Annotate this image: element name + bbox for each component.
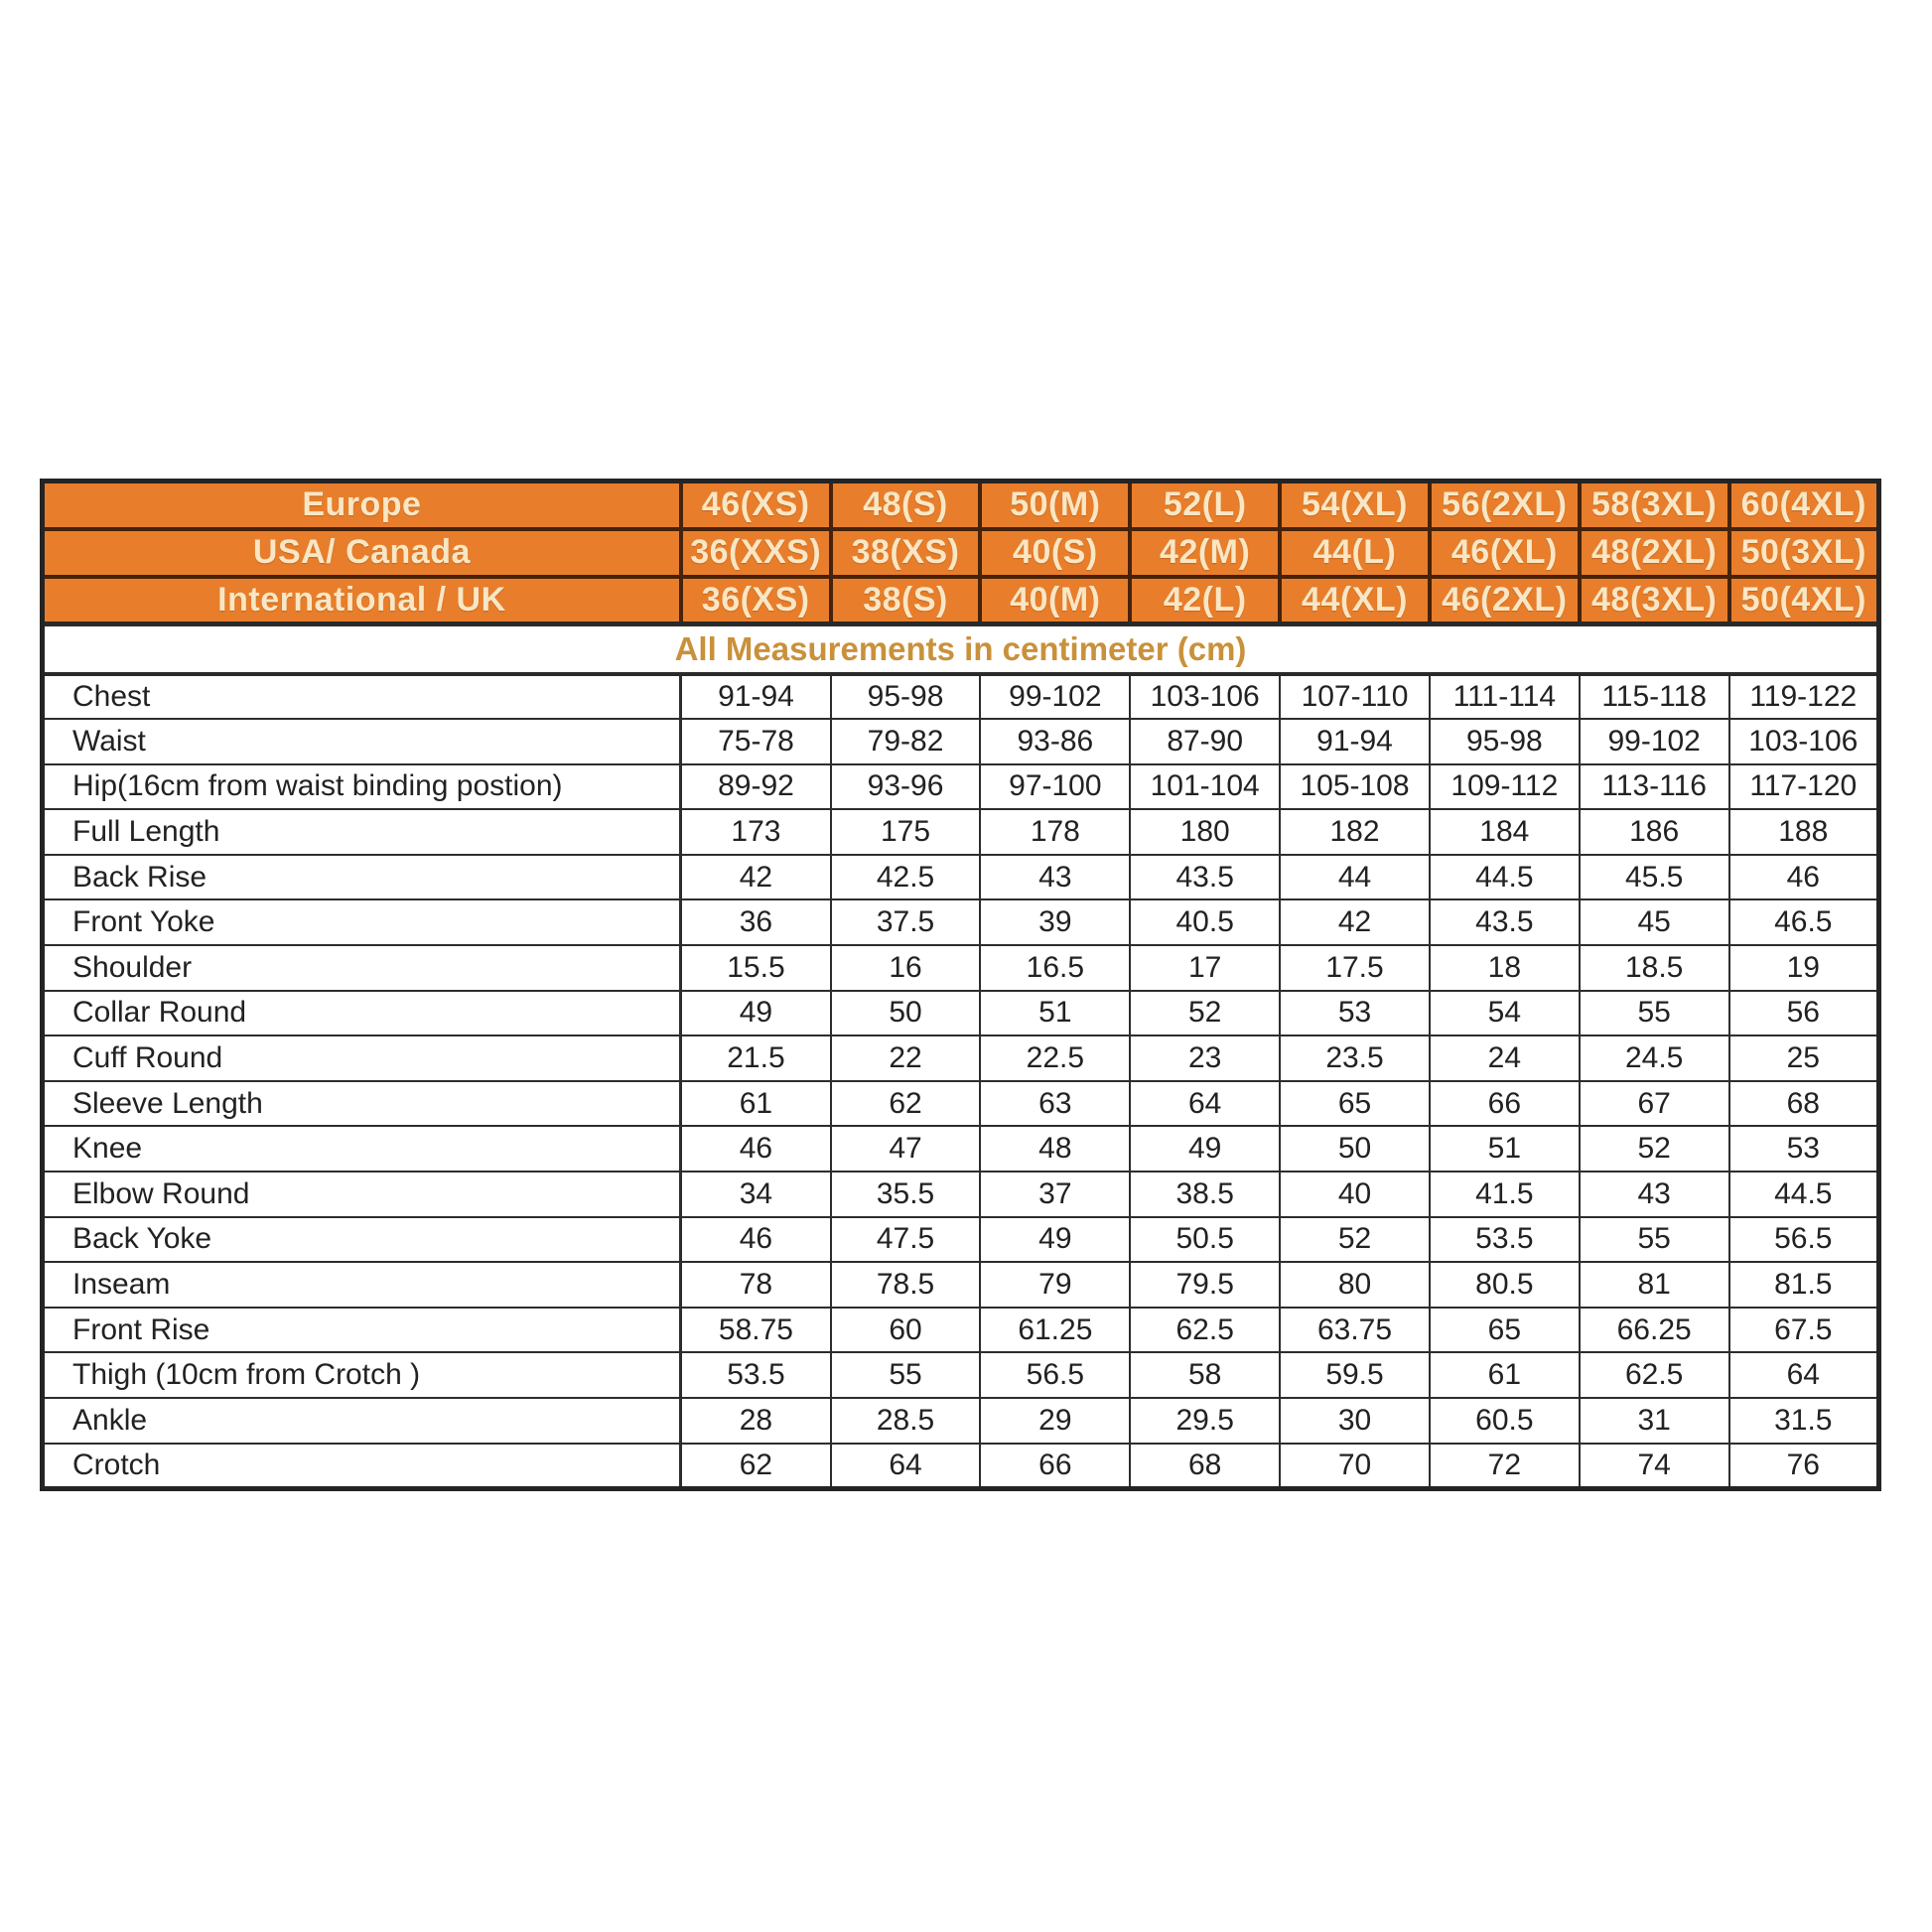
size-chart-body — [43, 624, 1879, 1489]
measurement-value: 188 — [1729, 809, 1879, 855]
measurement-value: 109-112 — [1430, 764, 1580, 810]
measurement-label: Cuff Round — [43, 1035, 681, 1081]
measurement-value: 16.5 — [980, 945, 1130, 991]
measurement-value: 49 — [1130, 1126, 1280, 1172]
measurement-value: 81.5 — [1729, 1262, 1879, 1308]
measurement-value: 47.5 — [831, 1217, 981, 1263]
measurement-value: 41.5 — [1430, 1172, 1580, 1217]
measurement-value: 19 — [1729, 945, 1879, 991]
measurement-value: 105-108 — [1280, 764, 1430, 810]
measurement-value: 49 — [980, 1217, 1130, 1263]
measurement-label: Inseam — [43, 1262, 681, 1308]
table-row — [43, 1352, 1879, 1398]
measurement-value: 16 — [831, 945, 981, 991]
measurement-value: 42 — [1280, 899, 1430, 945]
measurement-value: 78.5 — [831, 1262, 981, 1308]
measurement-value: 111-114 — [1430, 674, 1580, 720]
measurement-value: 80 — [1280, 1262, 1430, 1308]
size-header-cell: 38(XS) — [831, 529, 981, 577]
measurement-value: 119-122 — [1729, 674, 1879, 720]
measurement-value: 31 — [1580, 1398, 1729, 1444]
size-header-cell: 40(S) — [980, 529, 1130, 577]
measurement-value: 39 — [980, 899, 1130, 945]
measurement-value: 91-94 — [1280, 719, 1430, 764]
measurement-value: 68 — [1130, 1444, 1280, 1489]
measurement-label: Full Length — [43, 809, 681, 855]
measurement-value: 21.5 — [681, 1035, 831, 1081]
measurement-value: 173 — [681, 809, 831, 855]
measurement-value: 15.5 — [681, 945, 831, 991]
measurement-value: 66 — [980, 1444, 1130, 1489]
measurement-value: 78 — [681, 1262, 831, 1308]
size-header-cell: 54(XL) — [1280, 482, 1430, 529]
table-row — [43, 1444, 1879, 1489]
measurement-value: 61 — [681, 1081, 831, 1127]
measurement-value: 18 — [1430, 945, 1580, 991]
size-header-cell: 46(XS) — [681, 482, 831, 529]
measurement-value: 67 — [1580, 1081, 1729, 1127]
size-system-label: Europe — [43, 482, 681, 529]
table-row — [43, 764, 1879, 810]
measurement-value: 103-106 — [1130, 674, 1280, 720]
measurement-value: 48 — [980, 1126, 1130, 1172]
table-row — [43, 945, 1879, 991]
measurement-label: Chest — [43, 674, 681, 720]
measurement-value: 175 — [831, 809, 981, 855]
measurement-value: 53.5 — [681, 1352, 831, 1398]
measurement-value: 25 — [1729, 1035, 1879, 1081]
measurement-value: 117-120 — [1729, 764, 1879, 810]
measurement-value: 62 — [831, 1081, 981, 1127]
size-header-cell: 50(4XL) — [1729, 577, 1879, 624]
measurement-value: 74 — [1580, 1444, 1729, 1489]
measurement-value: 40.5 — [1130, 899, 1280, 945]
measurement-value: 23.5 — [1280, 1035, 1430, 1081]
table-row — [43, 674, 1879, 720]
table-row — [43, 1262, 1879, 1308]
measurement-value: 17 — [1130, 945, 1280, 991]
measurement-value: 45 — [1580, 899, 1729, 945]
measurement-value: 182 — [1280, 809, 1430, 855]
measurement-value: 53 — [1280, 991, 1430, 1036]
measurement-value: 93-86 — [980, 719, 1130, 764]
size-system-header-row — [43, 482, 1879, 529]
measurement-value: 50 — [831, 991, 981, 1036]
measurement-label: Crotch — [43, 1444, 681, 1489]
size-header-cell: 48(S) — [831, 482, 981, 529]
measurement-value: 43.5 — [1130, 855, 1280, 900]
measurement-value: 49 — [681, 991, 831, 1036]
table-row — [43, 1217, 1879, 1263]
measurement-value: 29.5 — [1130, 1398, 1280, 1444]
measurement-value: 46 — [681, 1217, 831, 1263]
measurement-label: Ankle — [43, 1398, 681, 1444]
measurement-value: 72 — [1430, 1444, 1580, 1489]
size-chart-table — [40, 479, 1881, 1491]
measurement-value: 99-102 — [1580, 719, 1729, 764]
measurement-value: 75-78 — [681, 719, 831, 764]
measurement-value: 28 — [681, 1398, 831, 1444]
measurement-value: 23 — [1130, 1035, 1280, 1081]
measurement-value: 28.5 — [831, 1398, 981, 1444]
measurement-value: 42 — [681, 855, 831, 900]
size-header-cell: 58(3XL) — [1580, 482, 1729, 529]
table-row — [43, 809, 1879, 855]
measurement-value: 24.5 — [1580, 1035, 1729, 1081]
measurement-value: 29 — [980, 1398, 1130, 1444]
measurement-value: 64 — [1729, 1352, 1879, 1398]
measurement-value: 17.5 — [1280, 945, 1430, 991]
size-header-cell: 48(3XL) — [1580, 577, 1729, 624]
measurement-value: 99-102 — [980, 674, 1130, 720]
size-system-header-row — [43, 529, 1879, 577]
measurement-value: 56 — [1729, 991, 1879, 1036]
measurement-value: 36 — [681, 899, 831, 945]
measurement-value: 45.5 — [1580, 855, 1729, 900]
measurement-value: 35.5 — [831, 1172, 981, 1217]
measurement-value: 42.5 — [831, 855, 981, 900]
measurement-value: 37 — [980, 1172, 1130, 1217]
measurement-value: 68 — [1729, 1081, 1879, 1127]
measurement-value: 91-94 — [681, 674, 831, 720]
measurement-value: 64 — [831, 1444, 981, 1489]
size-header-cell: 44(XL) — [1280, 577, 1430, 624]
size-header-cell: 50(3XL) — [1729, 529, 1879, 577]
measurement-value: 38.5 — [1130, 1172, 1280, 1217]
measurement-value: 60.5 — [1430, 1398, 1580, 1444]
measurement-value: 186 — [1580, 809, 1729, 855]
measurement-value: 101-104 — [1130, 764, 1280, 810]
size-header-cell: 60(4XL) — [1729, 482, 1879, 529]
measurement-value: 63 — [980, 1081, 1130, 1127]
measurement-value: 34 — [681, 1172, 831, 1217]
measurement-value: 47 — [831, 1126, 981, 1172]
measurement-label: Waist — [43, 719, 681, 764]
measurement-value: 44 — [1280, 855, 1430, 900]
measurement-value: 70 — [1280, 1444, 1430, 1489]
measurement-label: Front Rise — [43, 1308, 681, 1353]
measurement-value: 64 — [1130, 1081, 1280, 1127]
measurements-unit-note: All Measurements in centimeter (cm) — [43, 624, 1879, 674]
size-header-cell: 56(2XL) — [1430, 482, 1580, 529]
table-row — [43, 855, 1879, 900]
size-header-cell: 40(M) — [980, 577, 1130, 624]
size-system-label: USA/ Canada — [43, 529, 681, 577]
measurement-value: 55 — [1580, 1217, 1729, 1263]
measurement-value: 66.25 — [1580, 1308, 1729, 1353]
measurement-value: 53.5 — [1430, 1217, 1580, 1263]
measurements-note-row — [43, 624, 1879, 674]
measurement-value: 59.5 — [1280, 1352, 1430, 1398]
table-row — [43, 1126, 1879, 1172]
table-row — [43, 1081, 1879, 1127]
measurement-value: 37.5 — [831, 899, 981, 945]
measurement-value: 46.5 — [1729, 899, 1879, 945]
measurement-value: 51 — [980, 991, 1130, 1036]
measurement-label: Back Yoke — [43, 1217, 681, 1263]
table-row — [43, 991, 1879, 1036]
measurement-value: 22 — [831, 1035, 981, 1081]
measurement-value: 58.75 — [681, 1308, 831, 1353]
measurement-value: 52 — [1130, 991, 1280, 1036]
measurement-value: 43 — [980, 855, 1130, 900]
size-system-label: International / UK — [43, 577, 681, 624]
size-chart-head — [43, 482, 1879, 624]
measurement-value: 58 — [1130, 1352, 1280, 1398]
measurement-label: Back Rise — [43, 855, 681, 900]
measurement-value: 52 — [1580, 1126, 1729, 1172]
measurement-value: 51 — [1430, 1126, 1580, 1172]
measurement-value: 103-106 — [1729, 719, 1879, 764]
size-header-cell: 46(2XL) — [1430, 577, 1580, 624]
measurement-value: 81 — [1580, 1262, 1729, 1308]
measurement-value: 56.5 — [980, 1352, 1130, 1398]
measurement-value: 55 — [831, 1352, 981, 1398]
measurement-label: Front Yoke — [43, 899, 681, 945]
measurement-label: Elbow Round — [43, 1172, 681, 1217]
measurement-value: 115-118 — [1580, 674, 1729, 720]
measurement-value: 113-116 — [1580, 764, 1729, 810]
measurement-label: Sleeve Length — [43, 1081, 681, 1127]
measurement-value: 52 — [1280, 1217, 1430, 1263]
measurement-value: 95-98 — [1430, 719, 1580, 764]
size-header-cell: 44(L) — [1280, 529, 1430, 577]
table-row — [43, 899, 1879, 945]
size-header-cell: 50(M) — [980, 482, 1130, 529]
table-row — [43, 1398, 1879, 1444]
measurement-value: 97-100 — [980, 764, 1130, 810]
size-header-cell: 36(XXS) — [681, 529, 831, 577]
measurement-label: Shoulder — [43, 945, 681, 991]
measurement-value: 184 — [1430, 809, 1580, 855]
measurement-value: 79.5 — [1130, 1262, 1280, 1308]
table-row — [43, 1308, 1879, 1353]
measurement-value: 79 — [980, 1262, 1130, 1308]
measurement-value: 31.5 — [1729, 1398, 1879, 1444]
size-header-cell: 48(2XL) — [1580, 529, 1729, 577]
measurement-value: 80.5 — [1430, 1262, 1580, 1308]
size-header-cell: 52(L) — [1130, 482, 1280, 529]
measurement-value: 50.5 — [1130, 1217, 1280, 1263]
measurement-value: 18.5 — [1580, 945, 1729, 991]
measurement-value: 62 — [681, 1444, 831, 1489]
measurement-value: 62.5 — [1130, 1308, 1280, 1353]
measurement-value: 22.5 — [980, 1035, 1130, 1081]
measurement-label: Hip(16cm from waist binding postion) — [43, 764, 681, 810]
measurement-value: 50 — [1280, 1126, 1430, 1172]
measurement-value: 107-110 — [1280, 674, 1430, 720]
measurement-value: 43.5 — [1430, 899, 1580, 945]
measurement-value: 56.5 — [1729, 1217, 1879, 1263]
measurement-value: 89-92 — [681, 764, 831, 810]
measurement-label: Thigh (10cm from Crotch ) — [43, 1352, 681, 1398]
measurement-value: 30 — [1280, 1398, 1430, 1444]
measurement-value: 62.5 — [1580, 1352, 1729, 1398]
measurement-value: 178 — [980, 809, 1130, 855]
table-row — [43, 1172, 1879, 1217]
measurement-value: 46 — [1729, 855, 1879, 900]
measurement-value: 67.5 — [1729, 1308, 1879, 1353]
measurement-value: 180 — [1130, 809, 1280, 855]
measurement-value: 46 — [681, 1126, 831, 1172]
measurement-value: 61 — [1430, 1352, 1580, 1398]
measurement-value: 76 — [1729, 1444, 1879, 1489]
table-row — [43, 719, 1879, 764]
measurement-value: 54 — [1430, 991, 1580, 1036]
measurement-value: 65 — [1280, 1081, 1430, 1127]
measurement-value: 24 — [1430, 1035, 1580, 1081]
measurement-value: 44.5 — [1430, 855, 1580, 900]
measurement-value: 87-90 — [1130, 719, 1280, 764]
measurement-value: 65 — [1430, 1308, 1580, 1353]
size-header-cell: 38(S) — [831, 577, 981, 624]
table-row — [43, 1035, 1879, 1081]
measurement-value: 95-98 — [831, 674, 981, 720]
size-header-cell: 36(XS) — [681, 577, 831, 624]
measurement-label: Collar Round — [43, 991, 681, 1036]
measurement-value: 61.25 — [980, 1308, 1130, 1353]
measurement-value: 55 — [1580, 991, 1729, 1036]
measurement-value: 63.75 — [1280, 1308, 1430, 1353]
measurement-value: 79-82 — [831, 719, 981, 764]
size-header-cell: 42(M) — [1130, 529, 1280, 577]
measurement-value: 93-96 — [831, 764, 981, 810]
measurement-value: 66 — [1430, 1081, 1580, 1127]
measurement-value: 43 — [1580, 1172, 1729, 1217]
size-header-cell: 42(L) — [1130, 577, 1280, 624]
measurement-value: 44.5 — [1729, 1172, 1879, 1217]
measurement-label: Knee — [43, 1126, 681, 1172]
measurement-value: 53 — [1729, 1126, 1879, 1172]
size-system-header-row — [43, 577, 1879, 624]
size-header-cell: 46(XL) — [1430, 529, 1580, 577]
measurement-value: 40 — [1280, 1172, 1430, 1217]
measurement-value: 60 — [831, 1308, 981, 1353]
